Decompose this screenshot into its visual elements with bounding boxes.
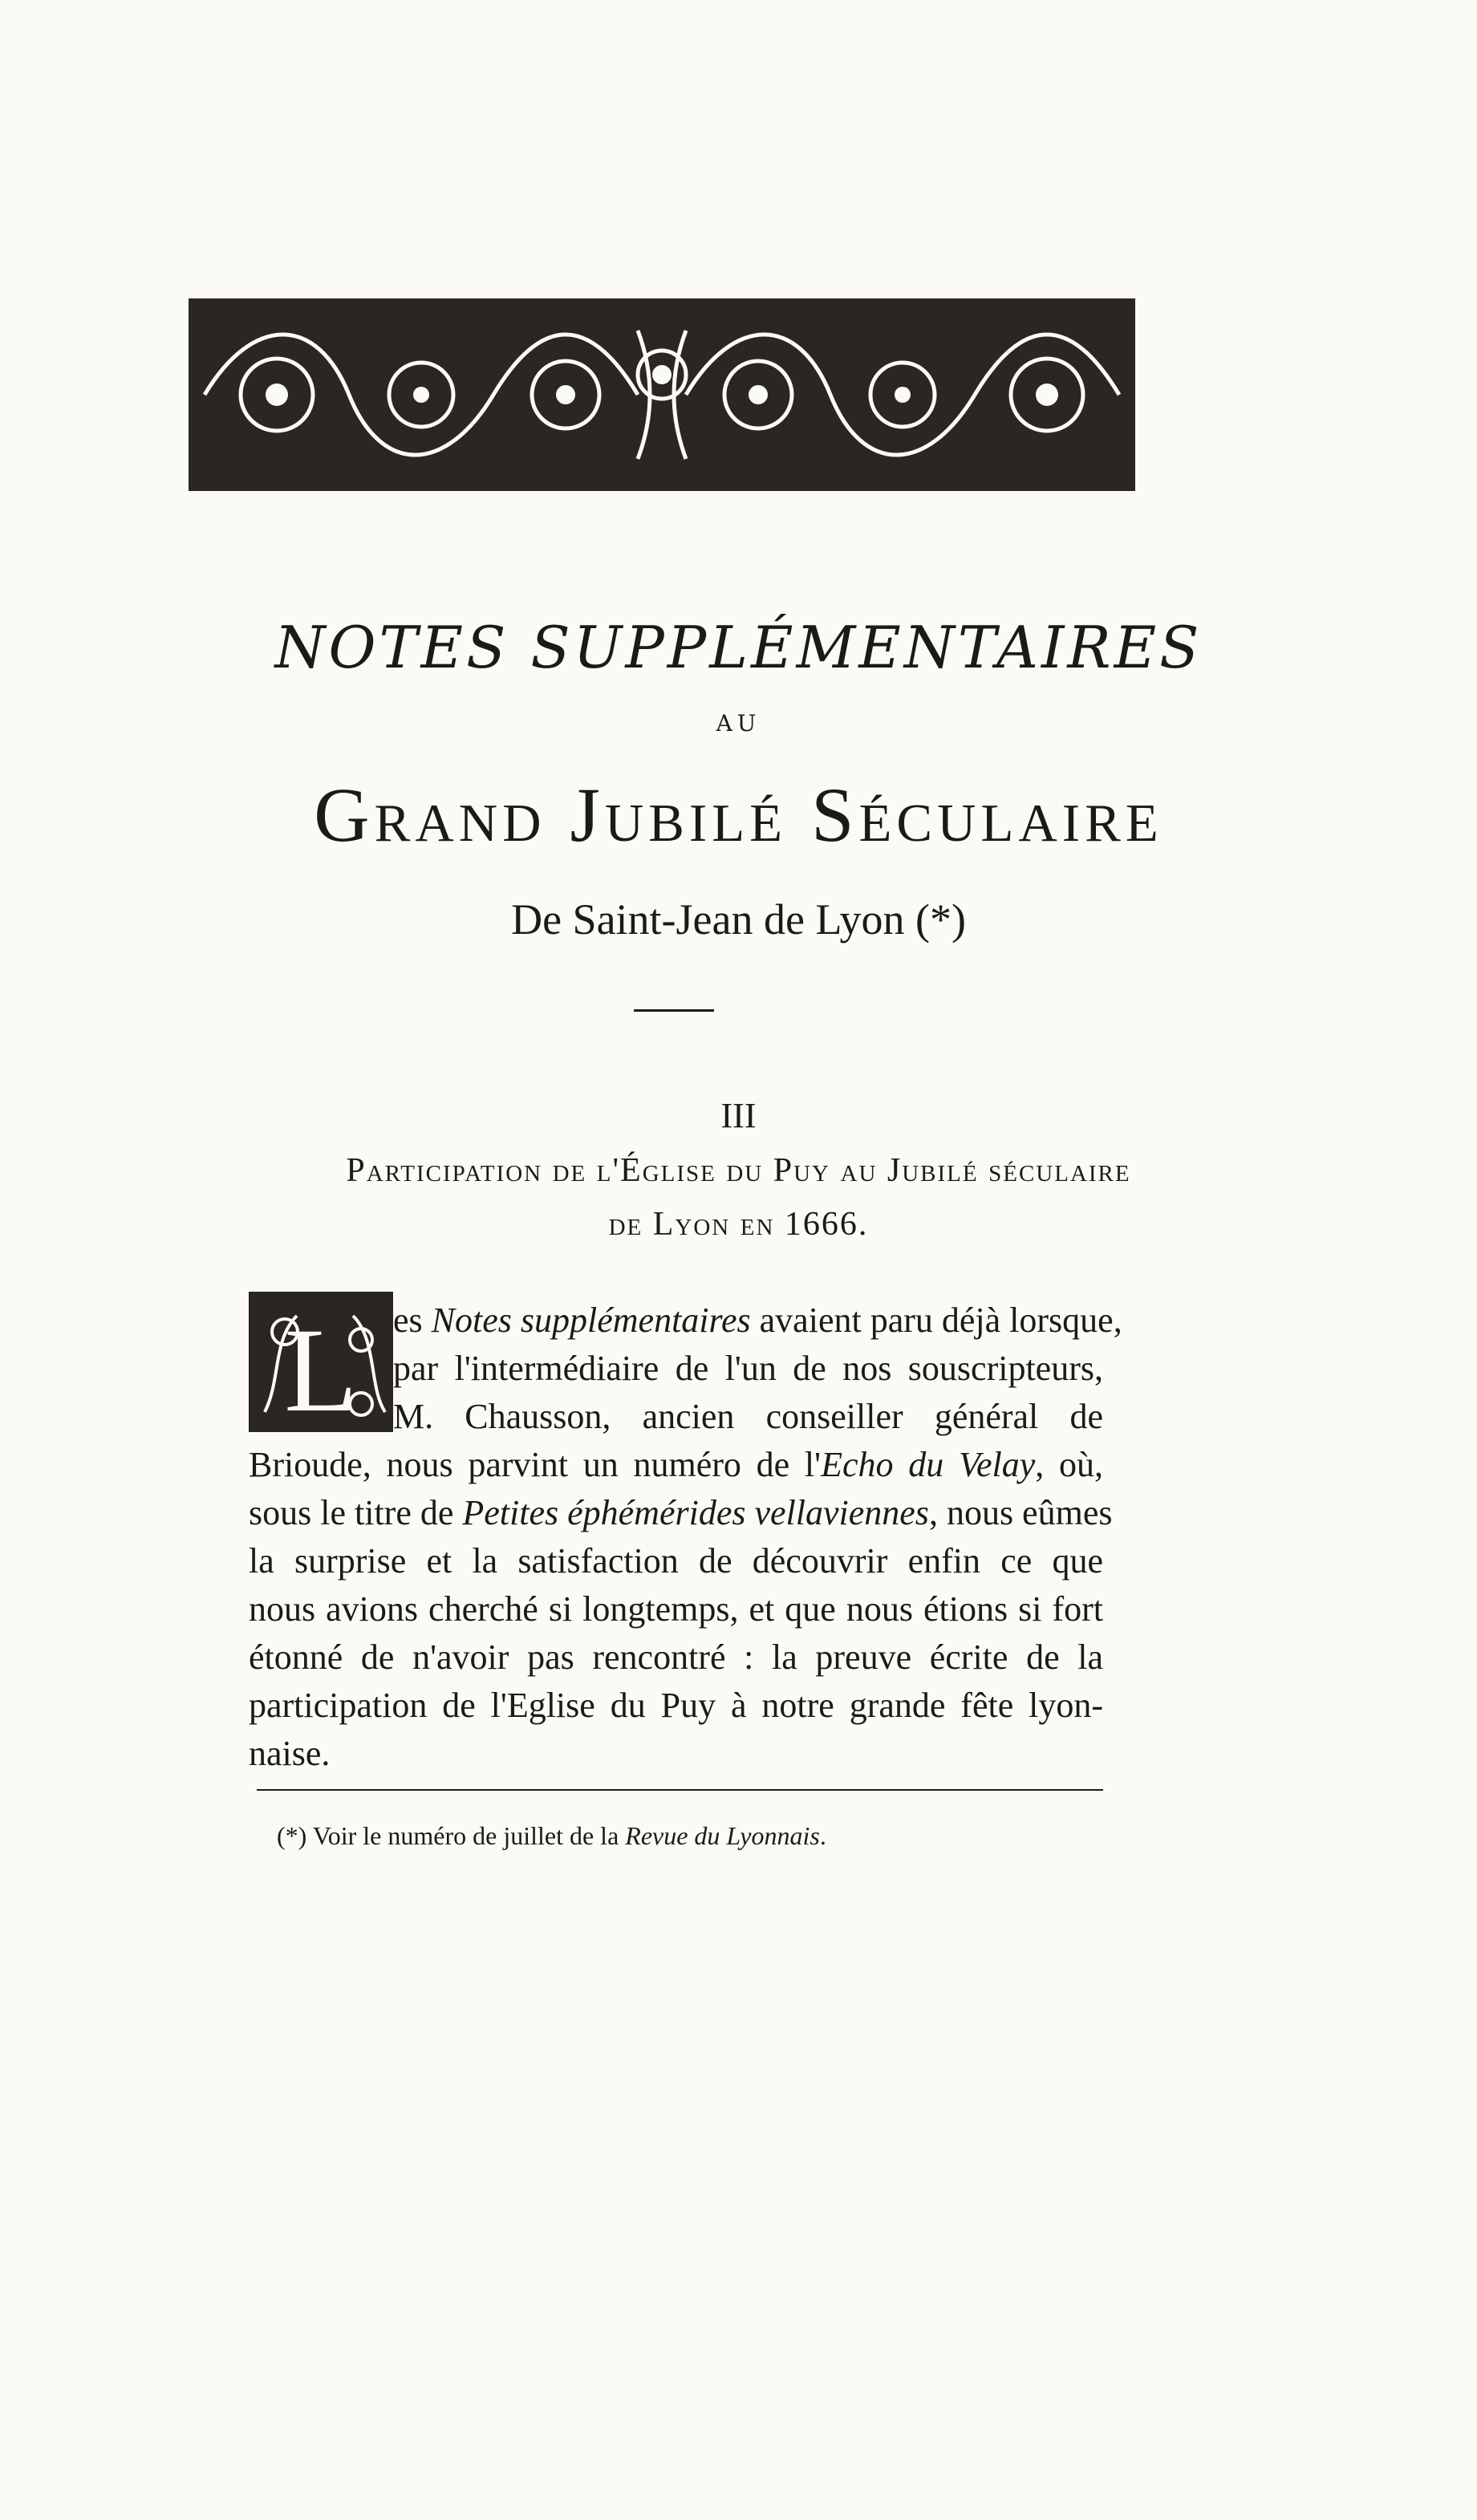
- footnote-end: .: [819, 1821, 826, 1850]
- drop-cap-letter: L: [284, 1304, 358, 1432]
- footnote: [277, 1821, 826, 1851]
- body-line-end: avaient paru déjà lorsque,: [750, 1301, 1122, 1340]
- section-title-line2: de Lyon en 1666.: [608, 1206, 869, 1243]
- title-grand-jubile: Grand Jubilé Séculaire: [314, 772, 1163, 858]
- body-line-italic: Echo du Velay: [821, 1445, 1036, 1484]
- footnote-rule: [257, 1789, 1103, 1791]
- body-line-italic: Notes supplémentaires: [431, 1301, 751, 1340]
- body-line: [393, 1297, 1122, 1345]
- body-line: [249, 1682, 1103, 1730]
- body-line: [249, 1633, 1103, 1682]
- body-line-text: nous avions cherché si longtemps, et que nous étions si fort: [249, 1589, 1103, 1629]
- section-title-line1: Participation de l'Église du Puy au Jubilé séculaire: [346, 1152, 1131, 1189]
- body-line: [393, 1393, 1103, 1441]
- footnote-text: (*) Voir le numéro de juillet de la: [277, 1821, 626, 1850]
- title-divider: [634, 1009, 714, 1012]
- body-line-text: par l'intermédiaire de l'un de nos souscripteurs,: [393, 1349, 1103, 1388]
- body-line-end: , nous eûmes: [928, 1493, 1113, 1532]
- ornamental-headpiece-icon: [189, 298, 1135, 491]
- body-line: [393, 1345, 1103, 1393]
- section-number: III: [720, 1096, 757, 1135]
- footnote-italic: Revue du Lyonnais: [625, 1821, 820, 1850]
- body-line-text: Brioude, nous parvint un numéro de l': [249, 1445, 822, 1484]
- body-line-end: , où,: [1035, 1445, 1103, 1484]
- body-line-text: participation de l'Eglise du Puy à notre grande fête lyon-: [249, 1686, 1103, 1725]
- body-line-text: sous le titre de: [249, 1493, 463, 1532]
- body-line: [249, 1585, 1103, 1633]
- title-saint-jean: De Saint-Jean de Lyon (*): [511, 895, 966, 943]
- body-line: [249, 1730, 330, 1778]
- body-line-italic: Petites éphémérides vellaviennes: [462, 1493, 929, 1532]
- body-line-text: M. Chausson, ancien conseiller général de: [393, 1397, 1103, 1436]
- body-line-text: naise.: [249, 1734, 331, 1773]
- title-notes: NOTES SUPPLÉMENTAIRES: [274, 614, 1203, 681]
- body-line: [249, 1537, 1103, 1585]
- body-line: [249, 1441, 1103, 1489]
- body-line-text: étonné de n'avoir pas rencontré : la preuve écrite de la: [249, 1637, 1103, 1677]
- body-line: [249, 1489, 1113, 1537]
- drop-cap-l-icon: [249, 1292, 393, 1432]
- title-au: AU: [716, 710, 761, 737]
- body-line-text: es: [393, 1301, 432, 1340]
- body-line-text: la surprise et la satisfaction de découvrir enfin ce que: [249, 1541, 1103, 1581]
